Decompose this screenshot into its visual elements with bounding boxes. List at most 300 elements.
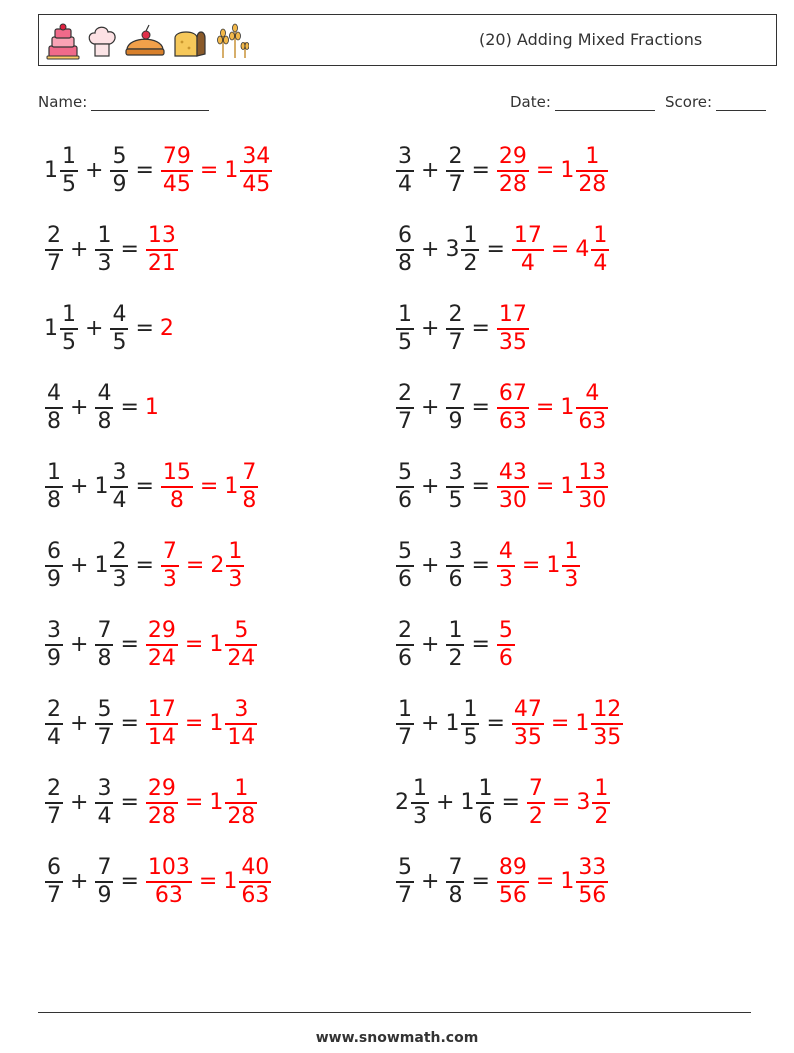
plus-sign: + bbox=[421, 553, 440, 578]
mixed-number bbox=[44, 302, 79, 356]
mixed-number bbox=[445, 302, 465, 356]
numerator: 13 bbox=[578, 460, 607, 485]
score-field[interactable] bbox=[665, 93, 766, 111]
equals-sign: = bbox=[471, 474, 490, 499]
mixed-number bbox=[94, 618, 114, 672]
answer bbox=[496, 144, 609, 198]
numerator: 1 bbox=[585, 144, 600, 169]
equation bbox=[395, 693, 624, 755]
equation bbox=[395, 772, 611, 834]
denominator: 7 bbox=[398, 725, 412, 750]
mixed-number bbox=[160, 460, 194, 514]
name-field[interactable] bbox=[38, 93, 209, 111]
answer bbox=[526, 776, 611, 830]
fraction bbox=[396, 460, 414, 514]
equals-sign: = bbox=[199, 474, 219, 499]
equals-sign: = bbox=[535, 158, 555, 183]
whole-number: 1 bbox=[223, 869, 238, 894]
answer bbox=[145, 618, 258, 672]
mixed-number bbox=[560, 381, 609, 435]
problem-item bbox=[395, 377, 624, 456]
numerator: 17 bbox=[498, 302, 527, 327]
whole-number: 1 bbox=[144, 395, 159, 420]
bread-icon bbox=[171, 22, 209, 60]
problem-item bbox=[395, 614, 624, 693]
mixed-number bbox=[511, 697, 545, 751]
problem-item bbox=[44, 614, 273, 693]
mixed-number bbox=[576, 776, 611, 830]
numerator: 103 bbox=[147, 855, 190, 880]
name-label: Name: bbox=[38, 93, 88, 111]
equals-sign: = bbox=[550, 237, 570, 262]
mixed-number bbox=[445, 460, 465, 514]
denominator: 5 bbox=[112, 330, 127, 355]
fraction bbox=[396, 539, 414, 593]
whole-number: 1 bbox=[94, 553, 109, 578]
fraction bbox=[45, 855, 63, 909]
fraction bbox=[95, 381, 113, 435]
numerator: 2 bbox=[448, 144, 463, 169]
answer bbox=[145, 855, 272, 909]
mixed-number bbox=[44, 223, 64, 277]
denominator: 2 bbox=[463, 251, 478, 276]
equals-sign: = bbox=[135, 474, 154, 499]
mixed-number bbox=[44, 697, 64, 751]
fraction bbox=[240, 144, 272, 198]
numerator: 1 bbox=[594, 776, 609, 801]
numerator: 3 bbox=[112, 460, 127, 485]
answer bbox=[496, 460, 609, 514]
mixed-number bbox=[44, 381, 64, 435]
plus-sign: + bbox=[421, 474, 440, 499]
mixed-number bbox=[145, 397, 160, 419]
problem-item bbox=[44, 219, 273, 298]
denominator: 3 bbox=[97, 251, 112, 276]
numerator: 13 bbox=[147, 223, 176, 248]
whole-number: 2 bbox=[210, 553, 225, 578]
mixed-number bbox=[560, 855, 609, 909]
mixed-number bbox=[223, 855, 272, 909]
name-blank[interactable] bbox=[91, 94, 209, 111]
denominator: 7 bbox=[448, 172, 463, 197]
mixed-number bbox=[575, 223, 610, 277]
mixed-number bbox=[560, 144, 609, 198]
plus-sign: + bbox=[70, 711, 89, 736]
denominator: 3 bbox=[564, 567, 579, 592]
denominator: 2 bbox=[594, 804, 609, 829]
mixed-number bbox=[210, 539, 245, 593]
fraction bbox=[226, 539, 244, 593]
numerator: 1 bbox=[593, 223, 608, 248]
whole-number: 1 bbox=[44, 316, 58, 341]
fraction bbox=[497, 460, 529, 514]
whole-number: 1 bbox=[560, 869, 575, 894]
denominator: 8 bbox=[47, 488, 61, 513]
fraction bbox=[576, 855, 608, 909]
answer bbox=[145, 776, 258, 830]
equation bbox=[395, 456, 609, 518]
answer bbox=[496, 302, 530, 356]
fraction bbox=[110, 302, 128, 356]
mixed-number bbox=[160, 318, 175, 340]
mixed-number bbox=[445, 144, 465, 198]
fraction bbox=[45, 618, 63, 672]
mixed-number bbox=[209, 776, 258, 830]
fraction bbox=[95, 697, 113, 751]
mixed-number bbox=[395, 223, 415, 277]
mixed-number bbox=[496, 618, 516, 672]
equation bbox=[44, 772, 258, 834]
denominator: 5 bbox=[463, 725, 478, 750]
problems-column-right bbox=[395, 140, 624, 930]
fraction bbox=[396, 223, 414, 277]
numerator: 3 bbox=[97, 776, 112, 801]
numerator: 7 bbox=[242, 460, 257, 485]
numerator: 5 bbox=[97, 697, 112, 722]
denominator: 8 bbox=[448, 883, 463, 908]
answer bbox=[145, 697, 258, 751]
fraction bbox=[396, 855, 414, 909]
numerator: 1 bbox=[463, 697, 478, 722]
denominator: 2 bbox=[528, 804, 543, 829]
mixed-number bbox=[526, 776, 546, 830]
equation bbox=[395, 851, 609, 913]
denominator: 14 bbox=[227, 725, 256, 750]
denominator: 8 bbox=[97, 646, 112, 671]
equation bbox=[44, 851, 272, 913]
denominator: 4 bbox=[112, 488, 127, 513]
plus-sign: + bbox=[70, 474, 89, 499]
plus-sign: + bbox=[436, 790, 455, 815]
fraction bbox=[146, 697, 178, 751]
numerator: 1 bbox=[478, 776, 493, 801]
numerator: 1 bbox=[564, 539, 579, 564]
fraction bbox=[110, 460, 128, 514]
mixed-number bbox=[44, 776, 64, 830]
numerator: 29 bbox=[147, 618, 176, 643]
fraction bbox=[576, 381, 608, 435]
numerator: 3 bbox=[448, 460, 463, 485]
mixed-number bbox=[209, 618, 258, 672]
plus-sign: + bbox=[421, 316, 440, 341]
equation bbox=[395, 298, 530, 360]
whole-number: 4 bbox=[575, 237, 590, 262]
problem-item bbox=[395, 851, 624, 930]
mixed-number bbox=[145, 223, 179, 277]
problem-item bbox=[395, 456, 624, 535]
numerator: 17 bbox=[513, 223, 542, 248]
fraction bbox=[146, 855, 192, 909]
mixed-number bbox=[496, 381, 530, 435]
answer bbox=[160, 539, 245, 593]
numerator: 3 bbox=[398, 144, 412, 169]
mixed-number bbox=[560, 460, 609, 514]
problem-item bbox=[395, 772, 624, 851]
denominator: 3 bbox=[228, 567, 243, 592]
mixed-number bbox=[94, 539, 129, 593]
answer bbox=[511, 223, 610, 277]
fraction bbox=[576, 460, 608, 514]
denominator: 35 bbox=[498, 330, 527, 355]
plus-sign: + bbox=[70, 790, 89, 815]
fraction bbox=[446, 855, 464, 909]
plus-sign: + bbox=[70, 553, 89, 578]
denominator: 30 bbox=[498, 488, 527, 513]
numerator: 4 bbox=[112, 302, 127, 327]
equals-sign: = bbox=[471, 869, 490, 894]
numerator: 29 bbox=[147, 776, 176, 801]
denominator: 28 bbox=[498, 172, 527, 197]
mixed-number bbox=[145, 618, 179, 672]
equation bbox=[395, 535, 581, 597]
denominator: 5 bbox=[62, 172, 76, 197]
denominator: 7 bbox=[97, 725, 112, 750]
equals-sign: = bbox=[471, 158, 490, 183]
denominator: 30 bbox=[578, 488, 607, 513]
mixed-number bbox=[94, 381, 114, 435]
denominator: 6 bbox=[398, 646, 412, 671]
plus-sign: + bbox=[421, 711, 440, 736]
numerator: 12 bbox=[593, 697, 622, 722]
denominator: 63 bbox=[241, 883, 270, 908]
mixed-number bbox=[395, 618, 415, 672]
answer bbox=[145, 397, 160, 419]
answer bbox=[496, 855, 609, 909]
denominator: 5 bbox=[398, 330, 412, 355]
fraction bbox=[161, 144, 193, 198]
equals-sign: = bbox=[120, 395, 139, 420]
cake-icon bbox=[45, 22, 81, 60]
problem-item bbox=[44, 535, 273, 614]
fraction bbox=[146, 776, 178, 830]
answer bbox=[160, 144, 273, 198]
numerator: 67 bbox=[498, 381, 527, 406]
fraction bbox=[446, 460, 464, 514]
fraction bbox=[396, 618, 414, 672]
equals-sign: = bbox=[535, 395, 555, 420]
numerator: 1 bbox=[398, 697, 412, 722]
answer bbox=[160, 460, 259, 514]
fraction bbox=[239, 855, 271, 909]
mixed-number bbox=[460, 776, 495, 830]
denominator: 24 bbox=[227, 646, 256, 671]
mixed-number bbox=[496, 539, 516, 593]
plus-sign: + bbox=[421, 237, 440, 262]
numerator: 15 bbox=[162, 460, 191, 485]
denominator: 3 bbox=[413, 804, 427, 829]
numerator: 5 bbox=[398, 460, 412, 485]
fraction bbox=[497, 302, 529, 356]
denominator: 4 bbox=[593, 251, 608, 276]
date-field[interactable] bbox=[510, 93, 655, 111]
equals-sign: = bbox=[471, 632, 490, 657]
fraction bbox=[146, 223, 178, 277]
denominator: 6 bbox=[498, 646, 513, 671]
mixed-number bbox=[395, 460, 415, 514]
mixed-number bbox=[395, 381, 415, 435]
mixed-number bbox=[496, 144, 530, 198]
problem-item bbox=[44, 693, 273, 772]
mixed-number bbox=[209, 697, 258, 751]
fraction bbox=[110, 539, 128, 593]
numerator: 29 bbox=[498, 144, 527, 169]
mixed-number bbox=[445, 855, 465, 909]
denominator: 45 bbox=[162, 172, 191, 197]
fraction bbox=[396, 697, 414, 751]
equals-sign: = bbox=[120, 237, 139, 262]
wheat-icon bbox=[213, 22, 249, 60]
fraction bbox=[446, 144, 464, 198]
footer-divider bbox=[38, 1012, 751, 1013]
whole-number: 2 bbox=[395, 790, 409, 815]
denominator: 6 bbox=[478, 804, 493, 829]
fraction bbox=[591, 697, 623, 751]
denominator: 5 bbox=[448, 488, 463, 513]
denominator: 8 bbox=[398, 251, 412, 276]
mixed-number bbox=[445, 381, 465, 435]
fraction bbox=[512, 697, 544, 751]
numerator: 7 bbox=[97, 855, 112, 880]
equals-sign: = bbox=[120, 790, 139, 815]
score-blank[interactable] bbox=[716, 94, 766, 111]
equation bbox=[44, 219, 179, 281]
fraction bbox=[476, 776, 494, 830]
denominator: 4 bbox=[398, 172, 412, 197]
equals-sign: = bbox=[184, 632, 204, 657]
mixed-number bbox=[546, 539, 581, 593]
fraction bbox=[497, 144, 529, 198]
fraction bbox=[527, 776, 545, 830]
date-blank[interactable] bbox=[555, 94, 655, 111]
problem-item bbox=[395, 535, 624, 614]
header-icons bbox=[45, 21, 249, 61]
fraction bbox=[45, 776, 63, 830]
denominator: 7 bbox=[448, 330, 463, 355]
whole-number: 1 bbox=[224, 474, 239, 499]
fraction bbox=[396, 144, 414, 198]
plus-sign: + bbox=[85, 158, 104, 183]
numerator: 1 bbox=[228, 539, 243, 564]
denominator: 2 bbox=[448, 646, 463, 671]
mixed-number bbox=[145, 697, 179, 751]
equation bbox=[44, 377, 160, 439]
mixed-number bbox=[94, 460, 129, 514]
equation bbox=[44, 693, 258, 755]
mixed-number bbox=[44, 618, 64, 672]
fraction bbox=[45, 381, 63, 435]
numerator: 5 bbox=[234, 618, 249, 643]
whole-number: 3 bbox=[576, 790, 591, 815]
denominator: 9 bbox=[97, 883, 112, 908]
worksheet-title: (20) Adding Mixed Fractions bbox=[479, 30, 703, 49]
mixed-number bbox=[44, 855, 64, 909]
fraction bbox=[95, 855, 113, 909]
whole-number: 1 bbox=[560, 158, 575, 183]
fraction bbox=[45, 539, 63, 593]
equation bbox=[44, 456, 259, 518]
mixed-number bbox=[395, 697, 415, 751]
denominator: 8 bbox=[97, 409, 112, 434]
date-label: Date: bbox=[510, 93, 551, 111]
numerator: 2 bbox=[47, 697, 61, 722]
numerator: 47 bbox=[513, 697, 542, 722]
denominator: 7 bbox=[47, 804, 61, 829]
equals-sign: = bbox=[184, 711, 204, 736]
pie-icon bbox=[123, 22, 167, 60]
denominator: 35 bbox=[593, 725, 622, 750]
numerator: 17 bbox=[147, 697, 176, 722]
plus-sign: + bbox=[70, 869, 89, 894]
numerator: 1 bbox=[398, 302, 412, 327]
numerator: 89 bbox=[498, 855, 527, 880]
denominator: 21 bbox=[147, 251, 176, 276]
mixed-number bbox=[145, 855, 193, 909]
numerator: 5 bbox=[398, 855, 412, 880]
denominator: 3 bbox=[112, 567, 127, 592]
numerator: 3 bbox=[47, 618, 61, 643]
numerator: 2 bbox=[398, 618, 412, 643]
equals-sign: = bbox=[535, 869, 555, 894]
fraction bbox=[512, 223, 544, 277]
denominator: 7 bbox=[47, 883, 61, 908]
problem-item bbox=[44, 377, 273, 456]
equation bbox=[44, 535, 245, 597]
mixed-number bbox=[395, 144, 415, 198]
mixed-number bbox=[109, 144, 129, 198]
fraction bbox=[146, 618, 178, 672]
plus-sign: + bbox=[421, 158, 440, 183]
mixed-number bbox=[224, 144, 273, 198]
numerator: 5 bbox=[112, 144, 127, 169]
problem-item bbox=[395, 140, 624, 219]
fraction bbox=[446, 539, 464, 593]
equation bbox=[395, 377, 609, 439]
equals-sign: = bbox=[501, 790, 520, 815]
denominator: 8 bbox=[242, 488, 257, 513]
fraction bbox=[562, 539, 580, 593]
equals-sign: = bbox=[471, 395, 490, 420]
numerator: 1 bbox=[97, 223, 112, 248]
numerator: 1 bbox=[47, 460, 61, 485]
equation bbox=[395, 219, 610, 281]
denominator: 56 bbox=[578, 883, 607, 908]
answer bbox=[145, 223, 179, 277]
equals-sign: = bbox=[486, 711, 505, 736]
chef-hat-icon bbox=[85, 22, 119, 60]
fraction bbox=[110, 144, 128, 198]
problem-item bbox=[395, 298, 624, 377]
mixed-number bbox=[160, 144, 194, 198]
numerator: 7 bbox=[162, 539, 177, 564]
whole-number: 1 bbox=[460, 790, 475, 815]
plus-sign: + bbox=[421, 869, 440, 894]
denominator: 9 bbox=[448, 409, 463, 434]
numerator: 79 bbox=[162, 144, 191, 169]
plus-sign: + bbox=[421, 632, 440, 657]
mixed-number bbox=[496, 302, 530, 356]
numerator: 6 bbox=[47, 855, 61, 880]
fraction bbox=[161, 539, 179, 593]
equals-sign: = bbox=[550, 711, 570, 736]
equals-sign: = bbox=[184, 790, 204, 815]
denominator: 45 bbox=[242, 172, 271, 197]
problem-item bbox=[44, 298, 273, 377]
fraction bbox=[461, 697, 479, 751]
denominator: 8 bbox=[47, 409, 61, 434]
whole-number: 1 bbox=[575, 711, 590, 736]
numerator: 4 bbox=[47, 381, 61, 406]
equals-sign: = bbox=[521, 553, 541, 578]
